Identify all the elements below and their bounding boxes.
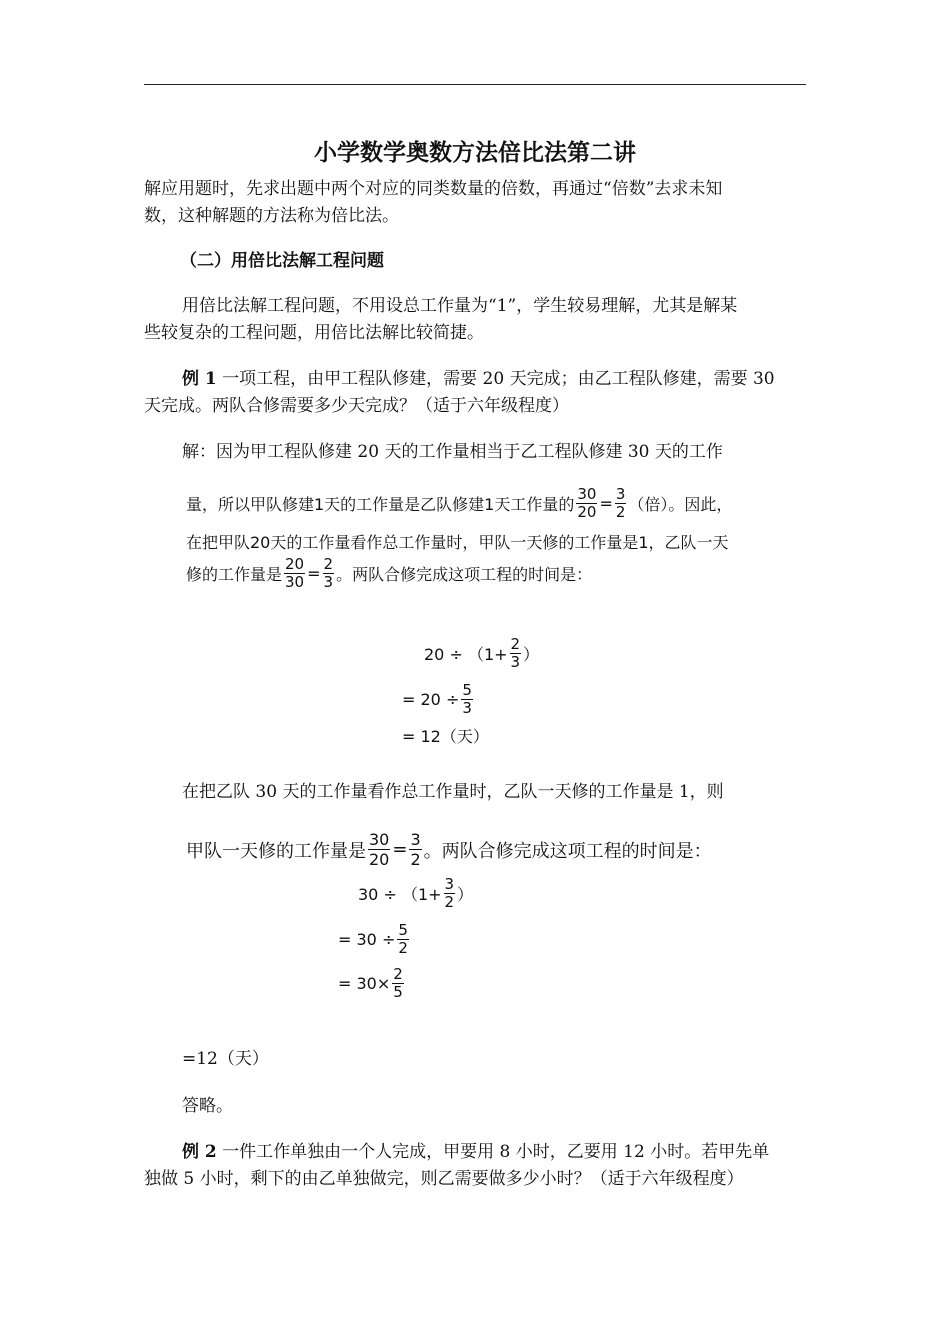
fraction-numerator: 30: [577, 485, 597, 503]
solution2-answer: 答略。: [182, 1096, 233, 1116]
para2-line-2: 些较复杂的工程问题，用倍比法解比较简捷。: [144, 323, 484, 343]
solution2-line2-pre: 甲队一天修的工作量是: [186, 840, 366, 862]
fraction-denominator: 2: [398, 939, 408, 957]
fraction-denominator: 2: [410, 850, 421, 869]
equals-sign: =: [392, 839, 408, 860]
equals-sign: =: [307, 564, 321, 583]
document-title: 小学数学奥数方法倍比法第二讲: [314, 139, 636, 166]
calc2-row-2: [338, 922, 411, 957]
calc1-row-1: [424, 636, 539, 671]
example1-label: 例 1: [182, 369, 217, 389]
calc2-row-1: [358, 876, 473, 911]
calc2-row1-pre: 30 ÷ （1+: [358, 885, 442, 904]
example2-line-2: 独做 5 小时，剩下的由乙单独做完，则乙需要做多少小时？（适于六年级程度）: [144, 1169, 744, 1189]
fraction-2-3: [510, 636, 522, 671]
fraction-30-20: [368, 830, 390, 869]
fraction-denominator: 3: [462, 699, 472, 717]
fraction-20-30: [284, 556, 305, 591]
solution1-line-4: [186, 556, 592, 591]
calc2-row-3: [338, 966, 406, 1001]
fraction-denominator: 5: [393, 983, 403, 1001]
fraction-2-5: [392, 966, 404, 1001]
fraction-numerator: 2: [510, 635, 521, 653]
calc2-row1-post: ）: [457, 885, 474, 904]
solution1-line-1: 解：因为甲工程队修建 20 天的工作量相当于乙工程队修建 30 天的工作: [182, 442, 723, 462]
fraction-denominator: 2: [444, 893, 455, 911]
intro-line-1: 解应用题时，先求出题中两个对应的同类数量的倍数，再通过“倍数”去求未知: [144, 179, 723, 199]
calc2-row2-pre: = 30 ÷: [338, 930, 396, 949]
fraction-numerator: 3: [615, 485, 626, 503]
header-rule: [144, 84, 806, 85]
calc1-row-3: = 12（天）: [402, 727, 489, 746]
fraction-numerator: 5: [398, 921, 408, 939]
fraction-numerator: 20: [285, 555, 305, 573]
fraction-numerator: 2: [323, 555, 334, 573]
fraction-numerator: 3: [444, 875, 455, 893]
fraction-denominator: 3: [510, 653, 521, 671]
fraction-numerator: 5: [462, 681, 472, 699]
solution1-line-2: [186, 486, 732, 521]
fraction-3-2: [444, 876, 456, 911]
fraction-3-2: [615, 486, 627, 521]
fraction-numerator: 3: [410, 830, 421, 849]
para2-line-1: 用倍比法解工程问题，不用设总工作量为“1”，学生较易理解，尤其是解某: [182, 296, 738, 316]
calc1-row1-pre: 20 ÷ （1+: [424, 645, 508, 664]
intro-line-2: 数，这种解题的方法称为倍比法。: [144, 206, 399, 226]
equals-sign: =: [599, 494, 613, 513]
fraction-denominator: 3: [323, 573, 334, 591]
fraction-denominator: 30: [285, 573, 305, 591]
example1-text-1: 一项工程，由甲工程队修建，需要 20 天完成；由乙工程队修建，需要 30: [216, 369, 775, 389]
solution1-line2-post: （倍）。因此，: [628, 495, 733, 514]
solution2-result: =12（天）: [182, 1049, 269, 1069]
example2-line-1: [182, 1139, 769, 1166]
fraction-numerator: 30: [369, 830, 390, 849]
example1-line-2: 天完成。两队合修需要多少天完成？（适于六年级程度）: [144, 396, 569, 416]
calc1-row1-post: ）: [523, 645, 540, 664]
solution1-line4-pre: 修的工作量是: [186, 565, 283, 584]
fraction-30-20: [576, 486, 597, 521]
section-heading: （二）用倍比法解工程问题: [180, 251, 384, 271]
calc1-row-2: [402, 682, 475, 717]
fraction-denominator: 20: [369, 850, 390, 869]
solution2-line2-post: 。两队合修完成这项工程的时间是：: [423, 840, 712, 862]
fraction-3-2: [409, 830, 421, 869]
solution1-line2-pre: 量，所以甲队修建1天的工作量是乙队修建1天工作量的: [186, 495, 575, 514]
solution2-line-2: [186, 830, 712, 869]
example2-text-1: 一件工作单独由一个人完成，甲要用 8 小时，乙要用 12 小时。若甲先单: [216, 1142, 770, 1162]
solution1-line-3: 在把甲队20天的工作量看作总工作量时，甲队一天修的工作量是1，乙队一天: [186, 533, 729, 552]
fraction-denominator: 2: [615, 503, 626, 521]
fraction-denominator: 20: [577, 503, 597, 521]
calc1-row2-pre: = 20 ÷: [402, 690, 460, 709]
fraction-2-3: [323, 556, 335, 591]
solution2-line-1: 在把乙队 30 天的工作量看作总工作量时，乙队一天修的工作量是 1，则: [182, 782, 724, 802]
solution1-line4-post: 。两队合修完成这项工程的时间是：: [336, 565, 593, 584]
example1-line-1: [182, 366, 775, 393]
fraction-5-2: [397, 922, 409, 957]
example2-label: 例 2: [182, 1142, 217, 1162]
fraction-numerator: 2: [393, 965, 403, 983]
calc2-row3-pre: = 30×: [338, 974, 391, 993]
fraction-5-3: [461, 682, 473, 717]
